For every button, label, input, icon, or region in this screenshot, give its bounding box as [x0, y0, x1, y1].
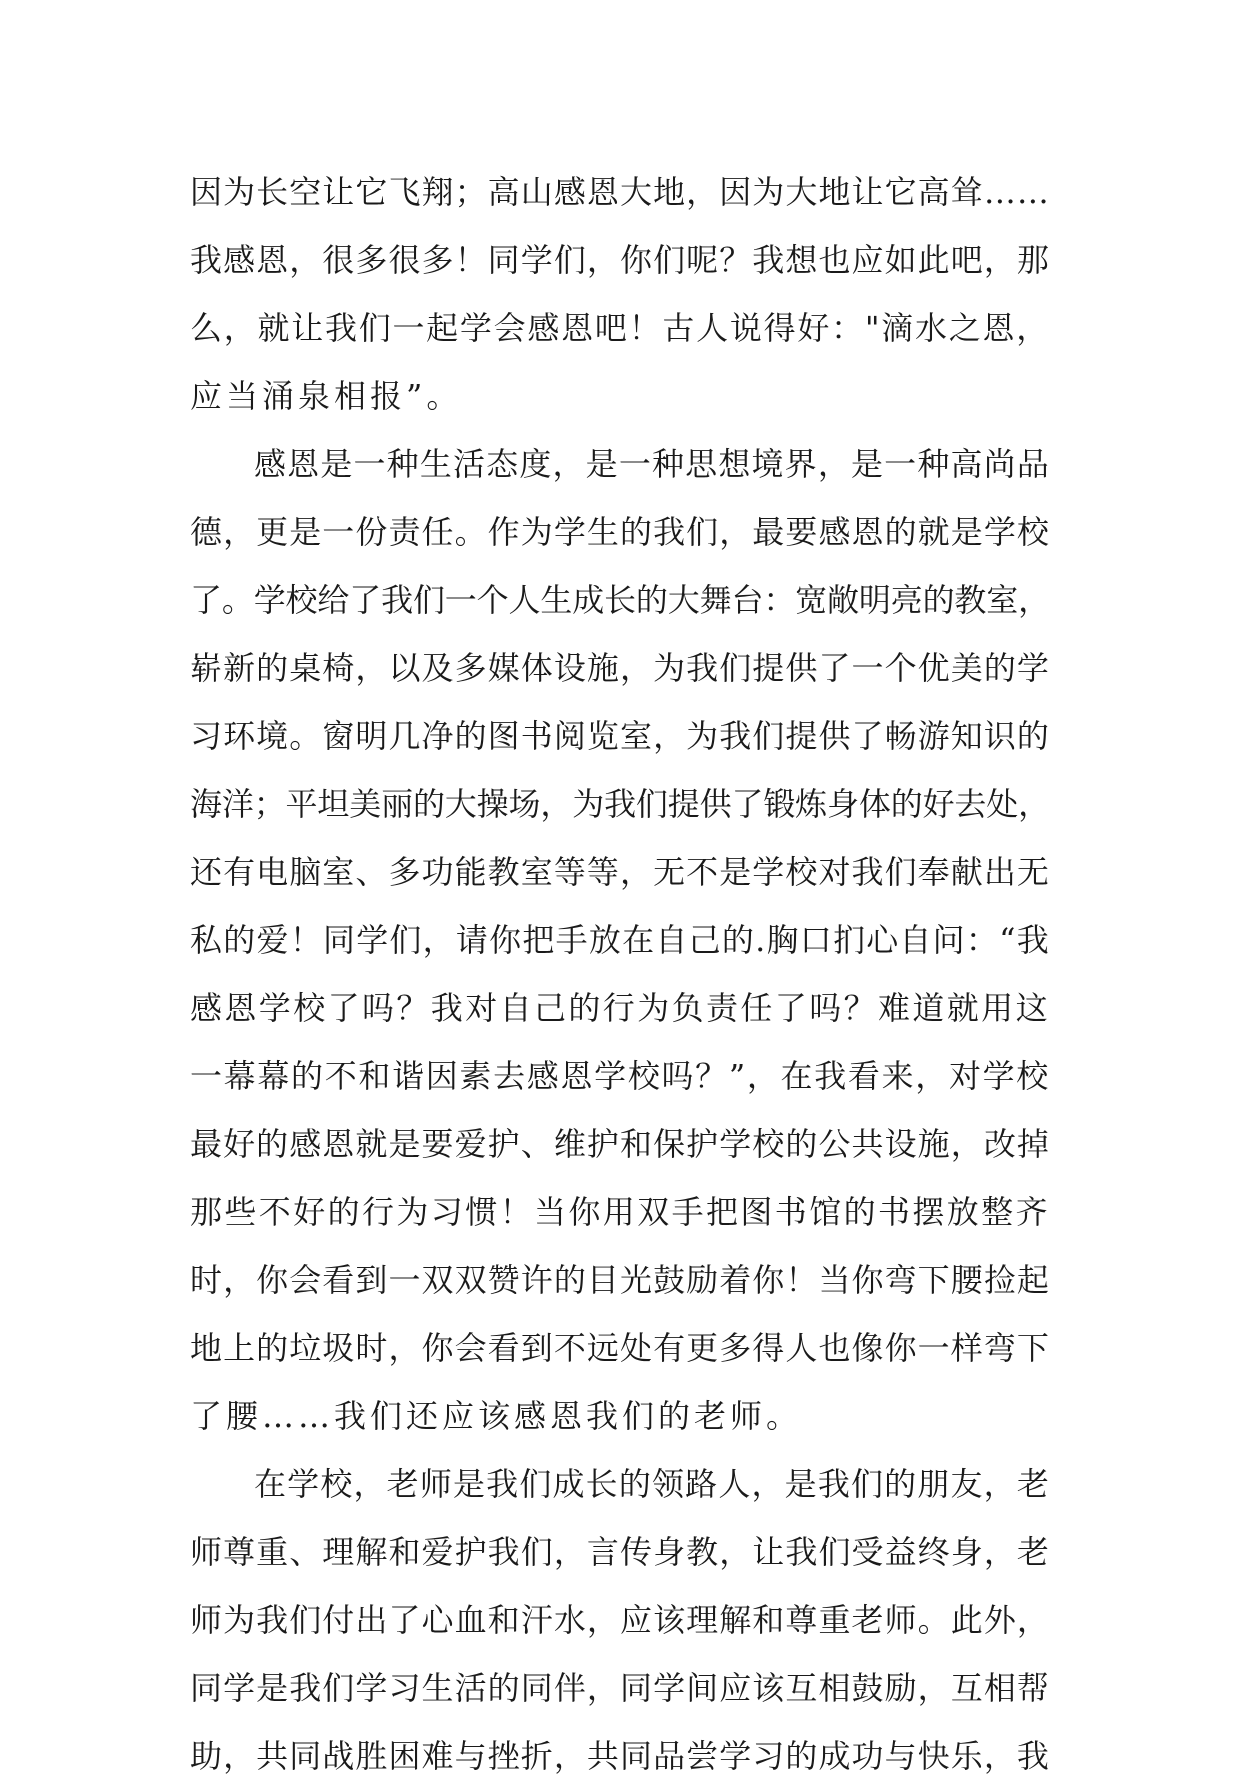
text-line: 应当涌泉相报”。: [190, 377, 463, 415]
paragraph-start-line: 感恩是一种生活态度，是一种思想境界，是一种高尚品: [254, 445, 1050, 483]
paragraph-start-line: 在学校，老师是我们成长的领路人，是我们的朋友，老: [254, 1465, 1050, 1503]
text-line: 崭新的桌椅，以及多媒体设施，为我们提供了一个优美的学: [190, 649, 1050, 687]
text-line: 习环境。窗明几净的图书阅览室，为我们提供了畅游知识的: [190, 717, 1050, 755]
text-line: 德，更是一份责任。作为学生的我们，最要感恩的就是学校: [190, 513, 1050, 551]
text-line: 私的爱！同学们，请你把手放在自己的.胸口扪心自问：“我: [190, 921, 1050, 959]
text-line: 感恩学校了吗？我对自己的行为负责任了吗？难道就用这: [190, 989, 1050, 1027]
text-line: 师尊重、理解和爱护我们，言传身教，让我们受益终身，老: [190, 1533, 1050, 1571]
text-line: 我感恩，很多很多！同学们，你们呢？我想也应如此吧，那: [190, 241, 1050, 279]
text-line: 还有电脑室、多功能教室等等，无不是学校对我们奉献出无: [190, 853, 1050, 891]
text-line: 了。学校给了我们一个人生成长的大舞台：宽敞明亮的教室，: [190, 581, 1050, 619]
text-line: 么，就让我们一起学会感恩吧！古人说得好："滴水之恩，: [190, 309, 1050, 347]
text-line: 那些不好的行为习惯！当你用双手把图书馆的书摆放整齐: [190, 1193, 1050, 1231]
text-line: 了腰……我们还应该感恩我们的老师。: [190, 1397, 803, 1435]
text-line: 时，你会看到一双双赞许的目光鼓励着你！当你弯下腰捡起: [190, 1261, 1050, 1299]
text-line: 因为长空让它飞翔；高山感恩大地，因为大地让它高耸……: [190, 173, 1050, 211]
body-text: [190, 158, 1050, 1790]
text-line: 最好的感恩就是要爱护、维护和保护学校的公共设施，改掉: [190, 1125, 1050, 1163]
text-line: 同学是我们学习生活的同伴，同学间应该互相鼓励，互相帮: [190, 1669, 1050, 1707]
text-line: 海洋；平坦美丽的大操场，为我们提供了锻炼身体的好去处，: [190, 785, 1050, 823]
text-line: 地上的垃圾时，你会看到不远处有更多得人也像你一样弯下: [190, 1329, 1050, 1367]
text-line: 师为我们付出了心血和汗水，应该理解和尊重老师。此外，: [190, 1601, 1050, 1639]
text-line: 助，共同战胜困难与挫折，共同品尝学习的成功与快乐，我: [190, 1737, 1050, 1775]
text-line: 一幕幕的不和谐因素去感恩学校吗？”，在我看来，对学校: [190, 1057, 1050, 1095]
